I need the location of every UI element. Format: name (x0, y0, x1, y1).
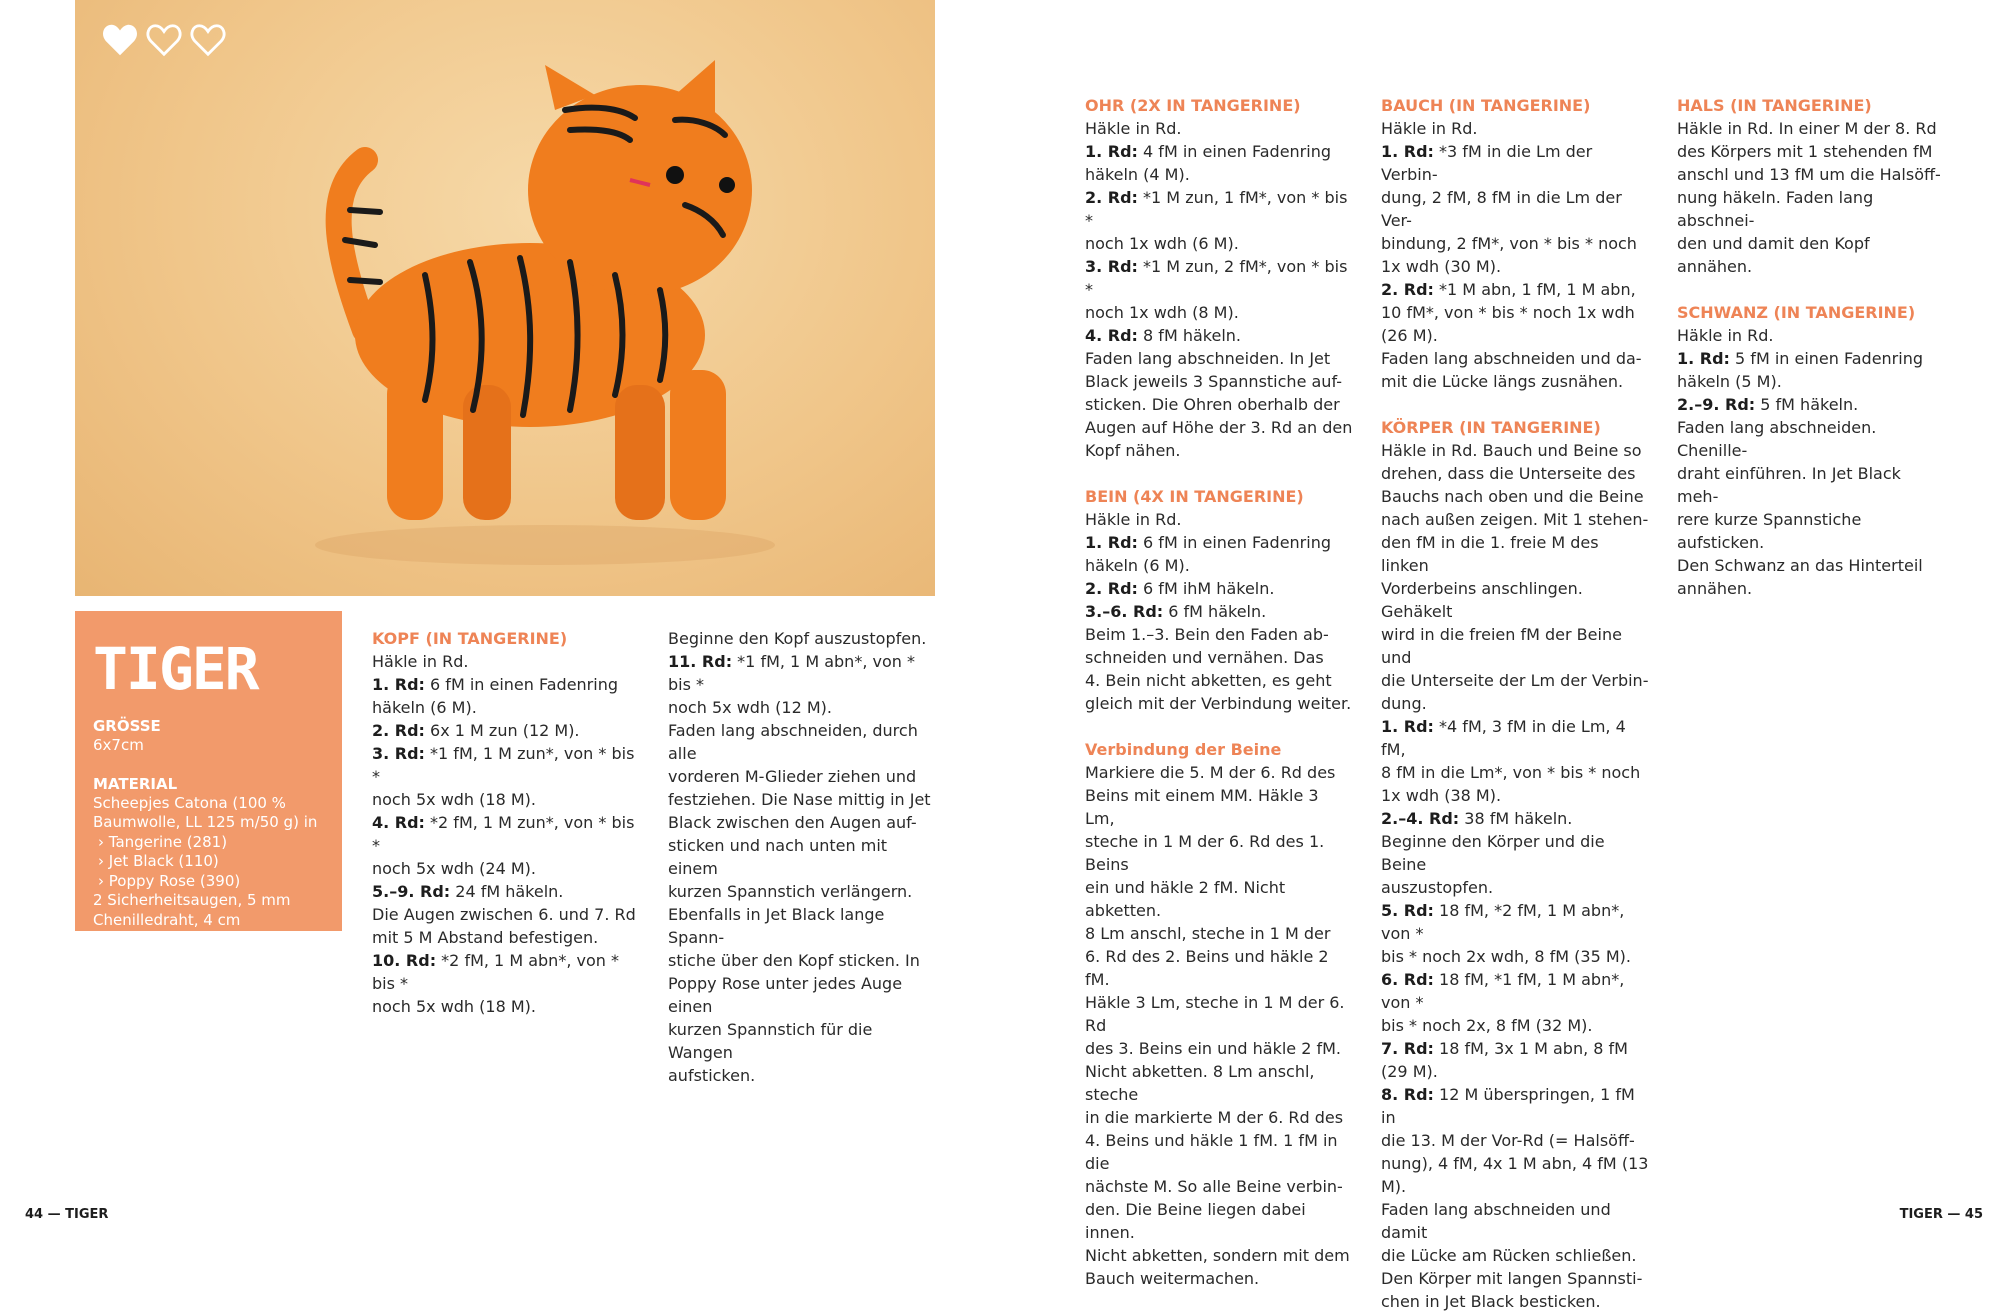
round-line (1085, 324, 1353, 347)
color-item: › Tangerine (281) (98, 832, 228, 851)
text-line: 1x wdh (30 M). (1381, 257, 1502, 276)
text-line: anschl und 13 fM um die Halsöff- (1677, 165, 1941, 184)
round-text: *1 M abn, 1 fM, 1 M abn, (1433, 280, 1636, 299)
text-line: 6. Rd des 2. Beins und häkle 2 fM. (1085, 947, 1329, 989)
round-number: 2. Rd: (1381, 280, 1434, 299)
extra-item: 2 Sicherheitsaugen, 5 mm (93, 891, 291, 909)
text-line: Faden lang abschneiden, durch alle (668, 721, 918, 763)
info-box (75, 611, 342, 931)
round-number: 3.–6. Rd: (1085, 602, 1164, 621)
extra-item: Chenilledraht, 4 cm (93, 910, 241, 929)
tiger-illustration (75, 0, 935, 596)
text-column-2 (668, 627, 936, 1087)
text-line: Häkle in Rd. (1381, 119, 1478, 138)
text-line: nung), 4 fM, 4x 1 M abn, 4 fM (13 M). (1381, 1154, 1649, 1196)
text-line: 4. Bein nicht abketten, es geht (1085, 671, 1332, 690)
round-number: 5.–9. Rd: (372, 882, 451, 901)
round-line (1085, 255, 1353, 301)
round-line (1085, 186, 1353, 232)
round-text: 12 M überspringen, 1 fM in (1381, 1085, 1635, 1127)
round-text: 6x 1 M zun (12 M). (424, 721, 580, 740)
round-number: 2.–9. Rd: (1677, 395, 1756, 414)
round-line (1381, 1083, 1649, 1129)
round-number: 4. Rd: (1085, 326, 1138, 345)
text-line: die 13. M der Vor-Rd (= Halsöff- (1381, 1131, 1635, 1150)
text-line: Kopf nähen. (1085, 441, 1181, 460)
text-line: nung häkeln. Faden lang abschnei- (1677, 188, 1874, 230)
round-text: 5 fM in einen Fadenring (1729, 349, 1923, 368)
text-line: Faden lang abschneiden und da- (1381, 349, 1642, 368)
size-label: GRÖSSE (93, 717, 161, 735)
round-text: 18 fM, *2 fM, 1 M abn*, von * (1381, 901, 1625, 943)
text-line: die Unterseite der Lm der Verbin- (1381, 671, 1649, 690)
section-heading: HALS (IN TANGERINE) (1677, 96, 1872, 115)
round-text: 24 fM häkeln. (450, 882, 564, 901)
text-line: draht einführen. In Jet Black meh- (1677, 464, 1901, 506)
text-line: Den Körper mit langen Spannsti- (1381, 1269, 1643, 1288)
text-line: Häkle in Rd. (1677, 326, 1774, 345)
round-number: 2. Rd: (1085, 579, 1138, 598)
round-text: *3 fM in die Lm der Verbin- (1381, 142, 1593, 184)
round-text: *1 M zun, 2 fM*, von * bis * (1085, 257, 1348, 299)
text-line: Faden lang abschneiden und damit (1381, 1200, 1611, 1242)
text-line: Markiere die 5. M der 6. Rd des (1085, 763, 1336, 782)
text-line: Vorderbeins anschlingen. Gehäkelt (1381, 579, 1583, 621)
round-line (1381, 1037, 1649, 1060)
section-heading: KOPF (IN TANGERINE) (372, 629, 568, 648)
text-line: chen in Jet Black besticken. (1381, 1292, 1601, 1311)
round-text: *1 M zun, 1 fM*, von * bis * (1085, 188, 1348, 230)
footer-left: 44 — TIGER (25, 1207, 109, 1222)
color-item: › Poppy Rose (390) (98, 871, 241, 890)
round-line (372, 719, 640, 742)
text-line: 10 fM*, von * bis * noch 1x wdh (1381, 303, 1635, 322)
text-line: Häkle in Rd. (1085, 510, 1182, 529)
text-line: kurzen Spannstich verlängern. (668, 882, 913, 901)
round-line (372, 811, 640, 857)
text-line: gleich mit der Verbindung weiter. (1085, 694, 1352, 713)
text-line: Black zwischen den Augen auf- (668, 813, 917, 832)
text-line: schneiden und vernähen. Das (1085, 648, 1324, 667)
text-line: (29 M). (1381, 1062, 1438, 1081)
round-line (1381, 807, 1649, 830)
text-line: Nicht abketten. 8 Lm anschl, steche (1085, 1062, 1315, 1104)
round-line (668, 650, 936, 696)
round-line (1381, 715, 1649, 761)
round-line (1381, 278, 1649, 301)
section-heading: Verbindung der Beine (1085, 740, 1282, 759)
text-line: Faden lang abschneiden. Chenille- (1677, 418, 1877, 460)
round-line (372, 880, 640, 903)
section-heading: KÖRPER (IN TANGERINE) (1381, 418, 1601, 437)
text-line: bindung, 2 fM*, von * bis * noch (1381, 234, 1637, 253)
text-line: Augen auf Höhe der 3. Rd an den (1085, 418, 1353, 437)
text-line: noch 1x wdh (6 M). (1085, 234, 1239, 253)
text-line: noch 5x wdh (18 M). (372, 790, 536, 809)
text-line: Häkle in Rd. (372, 652, 469, 671)
text-column-1 (372, 627, 640, 1018)
text-column-5 (1677, 94, 1945, 600)
section-heading: SCHWANZ (IN TANGERINE) (1677, 303, 1916, 322)
round-line (1085, 577, 1353, 600)
text-line: häkeln (6 M). (1085, 556, 1190, 575)
round-line (1381, 140, 1649, 186)
round-text: 6 fM häkeln. (1163, 602, 1267, 621)
text-line: auszustopfen. (1381, 878, 1494, 897)
round-line (372, 673, 640, 696)
text-line: wird in die freien fM der Beine und (1381, 625, 1622, 667)
text-line: die Lücke am Rücken schließen. (1381, 1246, 1637, 1265)
text-line: Häkle in Rd. Bauch und Beine so (1381, 441, 1642, 460)
round-line (1677, 393, 1945, 416)
round-text: *1 fM, 1 M abn*, von * bis * (668, 652, 915, 694)
text-line: kurzen Spannstich für die Wangen (668, 1020, 873, 1062)
text-column-4 (1381, 94, 1649, 1313)
round-number: 1. Rd: (1677, 349, 1730, 368)
text-line: den und damit den Kopf annähen. (1677, 234, 1870, 276)
text-line: bis * noch 2x wdh, 8 fM (35 M). (1381, 947, 1631, 966)
round-number: 6. Rd: (1381, 970, 1434, 989)
text-line: häkeln (4 M). (1085, 165, 1190, 184)
text-line: nach außen zeigen. Mit 1 stehen- (1381, 510, 1649, 529)
text-line: stiche über den Kopf sticken. In (668, 951, 920, 970)
text-line: sticken. Die Ohren oberhalb der (1085, 395, 1340, 414)
text-line: Den Schwanz an das Hinterteil (1677, 556, 1923, 575)
text-line: (26 M). (1381, 326, 1438, 345)
round-text: 18 fM, *1 fM, 1 M abn*, von * (1381, 970, 1625, 1012)
text-line: häkeln (6 M). (372, 698, 477, 717)
text-line: festziehen. Die Nase mittig in Jet (668, 790, 931, 809)
text-line: 8 Lm anschl, steche in 1 M der (1085, 924, 1331, 943)
round-text: *1 fM, 1 M zun*, von * bis * (372, 744, 635, 786)
round-number: 1. Rd: (1381, 717, 1434, 736)
text-line: Beins mit einem MM. Häkle 3 Lm, (1085, 786, 1319, 828)
text-line: mit die Lücke längs zusnähen. (1381, 372, 1624, 391)
round-number: 2. Rd: (372, 721, 425, 740)
text-line: bis * noch 2x, 8 fM (32 M). (1381, 1016, 1593, 1035)
section-gap (1085, 715, 1353, 738)
round-number: 11. Rd: (668, 652, 733, 671)
text-line: annähen. (1677, 579, 1753, 598)
text-line: drehen, dass die Unterseite des (1381, 464, 1636, 483)
round-line (372, 949, 640, 995)
round-number: 10. Rd: (372, 951, 437, 970)
text-line: 1x wdh (38 M). (1381, 786, 1502, 805)
round-number: 2.–4. Rd: (1381, 809, 1460, 828)
text-line: dung. (1381, 694, 1427, 713)
text-line: noch 5x wdh (24 M). (372, 859, 536, 878)
text-line: nächste M. So alle Beine verbin- (1085, 1177, 1343, 1196)
text-line: Beginne den Körper und die Beine (1381, 832, 1605, 874)
text-line: Häkle in Rd. (1085, 119, 1182, 138)
round-line (1085, 531, 1353, 554)
text-line: den fM in die 1. freie M des linken (1381, 533, 1599, 575)
section-heading: OHR (2X IN TANGERINE) (1085, 96, 1301, 115)
text-line: noch 1x wdh (8 M). (1085, 303, 1239, 322)
text-line: ein und häkle 2 fM. Nicht abketten. (1085, 878, 1286, 920)
text-line: in die markierte M der 6. Rd des (1085, 1108, 1344, 1127)
text-line: Poppy Rose unter jedes Auge einen (668, 974, 903, 1016)
text-line: Bauch weitermachen. (1085, 1269, 1260, 1288)
text-line: 4. Beins und häkle 1 fM. 1 fM in die (1085, 1131, 1338, 1173)
round-line (1381, 899, 1649, 945)
tiger-photo (75, 0, 935, 596)
text-column-3 (1085, 94, 1353, 1290)
text-line: mit 5 M Abstand befestigen. (372, 928, 599, 947)
round-text: 4 fM in einen Fadenring (1137, 142, 1331, 161)
material-line: Baumwolle, LL 125 m/50 g) in (93, 813, 318, 831)
round-number: 1. Rd: (1085, 142, 1138, 161)
round-number: 1. Rd: (372, 675, 425, 694)
round-text: *2 fM, 1 M abn*, von * bis * (372, 951, 619, 993)
text-line: noch 5x wdh (12 M). (668, 698, 832, 717)
text-line: sticken und nach unten mit einem (668, 836, 888, 878)
text-line: Beginne den Kopf auszustopfen. (668, 629, 927, 648)
text-line: des Körpers mit 1 stehenden fM (1677, 142, 1933, 161)
round-text: 6 fM in einen Fadenring (1137, 533, 1331, 552)
text-line: rere kurze Spannstiche aufsticken. (1677, 510, 1862, 552)
text-line: Nicht abketten, sondern mit dem (1085, 1246, 1350, 1265)
text-line: Faden lang abschneiden. In Jet (1085, 349, 1331, 368)
text-line: den. Die Beine liegen dabei innen. (1085, 1200, 1306, 1242)
text-line: dung, 2 fM, 8 fM in die Lm der Ver- (1381, 188, 1622, 230)
material-line: Scheepjes Catona (100 % (93, 793, 286, 812)
round-number: 3. Rd: (372, 744, 425, 763)
round-number: 5. Rd: (1381, 901, 1434, 920)
round-number: 2. Rd: (1085, 188, 1138, 207)
round-text: *2 fM, 1 M zun*, von * bis * (372, 813, 635, 855)
text-line: 8 fM in die Lm*, von * bis * noch (1381, 763, 1641, 782)
round-line (1677, 347, 1945, 370)
text-line: aufsticken. (668, 1066, 756, 1085)
round-number: 7. Rd: (1381, 1039, 1434, 1058)
round-number: 3. Rd: (1085, 257, 1138, 276)
text-line: Die Augen zwischen 6. und 7. Rd (372, 905, 636, 924)
round-number: 4. Rd: (372, 813, 425, 832)
text-line: Black jeweils 3 Spannstiche auf- (1085, 372, 1342, 391)
round-text: 8 fM häkeln. (1137, 326, 1241, 345)
text-line: Häkle in Rd. In einer M der 8. Rd (1677, 119, 1937, 138)
round-number: 1. Rd: (1381, 142, 1434, 161)
round-text: 6 fM ihM häkeln. (1137, 579, 1275, 598)
round-text: 38 fM häkeln. (1459, 809, 1573, 828)
pattern-title: TIGER (93, 635, 258, 703)
text-line: Bauchs nach oben und die Beine (1381, 487, 1644, 506)
text-line: Ebenfalls in Jet Black lange Spann- (668, 905, 885, 947)
round-line (372, 742, 640, 788)
section-gap (1085, 462, 1353, 485)
round-text: 6 fM in einen Fadenring (424, 675, 618, 694)
text-line: steche in 1 M der 6. Rd des 1. Beins (1085, 832, 1325, 874)
round-number: 8. Rd: (1381, 1085, 1434, 1104)
round-line (1381, 968, 1649, 1014)
text-line: Beim 1.–3. Bein den Faden ab- (1085, 625, 1329, 644)
size-value: 6x7cm (93, 736, 144, 754)
round-text: 18 fM, 3x 1 M abn, 8 fM (1433, 1039, 1628, 1058)
text-line: häkeln (5 M). (1677, 372, 1782, 391)
round-text: 5 fM häkeln. (1755, 395, 1859, 414)
material-label: MATERIAL (93, 774, 178, 793)
section-heading: BEIN (4X IN TANGERINE) (1085, 487, 1304, 506)
round-number: 1. Rd: (1085, 533, 1138, 552)
text-line: vorderen M-Glieder ziehen und (668, 767, 917, 786)
section-heading: BAUCH (IN TANGERINE) (1381, 96, 1591, 115)
round-line (1085, 140, 1353, 163)
round-line (1085, 600, 1353, 623)
text-line: noch 5x wdh (18 M). (372, 997, 536, 1016)
section-gap (1381, 393, 1649, 416)
section-gap (1677, 278, 1945, 301)
text-line: des 3. Beins ein und häkle 2 fM. (1085, 1039, 1342, 1058)
color-item: › Jet Black (110) (98, 852, 219, 870)
round-text: *4 fM, 3 fM in die Lm, 4 fM, (1381, 717, 1626, 759)
footer-right: TIGER — 45 (1899, 1207, 1983, 1222)
text-line: Häkle 3 Lm, steche in 1 M der 6. Rd (1085, 993, 1345, 1035)
